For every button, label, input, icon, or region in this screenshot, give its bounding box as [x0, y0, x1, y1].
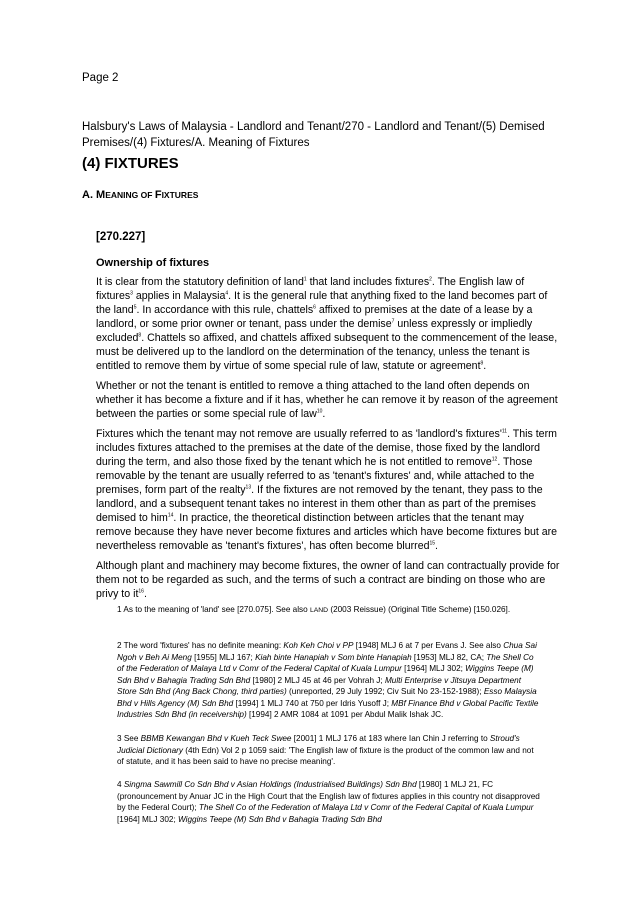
- footnote-ref[interactable]: 3: [130, 290, 133, 297]
- footnote-ref[interactable]: 1: [303, 276, 307, 283]
- body-text: [96, 275, 560, 607]
- subsection-heading-word1: EANING OF: [105, 190, 155, 200]
- text-run: . This term includes fixtures attached to the premises at the date of the demise, those fixed by the landlord during the term, and also those fixed by the tenant which he is not entitled to remove: [96, 428, 557, 468]
- text-run: [2001] 1 MLJ 176 at 183 where Ian Chin J referring to: [291, 734, 490, 743]
- text-run: . Those removable by the tenant are usually referred to as 'tenant's fixtures' and, while attached to the premises, form part of the realty: [96, 456, 535, 496]
- footnote-ref[interactable]: 6: [313, 304, 316, 311]
- text-run: . The English law of fixtures: [96, 276, 525, 302]
- case-name: Wiggins Teepe (M) Sdn Bhd v Bahagia Trading Sdn Bhd: [178, 814, 382, 824]
- body-paragraph-4: [96, 559, 560, 601]
- case-name: Chua Sai Ngoh v Beh Ai Meng: [117, 641, 537, 662]
- text-run: that land includes fixtures: [306, 276, 430, 288]
- footnote-ref[interactable]: 7: [391, 318, 395, 325]
- footnote-4: [117, 779, 541, 825]
- text-run: (4th Edn) Vol 2 p 1059 said: 'The English law of fixture is the product of the common law and not of statute, and it has been said to have no precise meaning'.: [117, 745, 534, 766]
- text-run: 1 As to the meaning of 'land' see [270.075]. See also: [117, 605, 310, 614]
- footnote-ref[interactable]: 8: [138, 332, 142, 339]
- subsection-heading: [82, 189, 198, 201]
- footnote-ref[interactable]: 13: [245, 484, 252, 491]
- footnote-3: [117, 733, 541, 768]
- text-run: Whether or not the tenant is entitled to remove a thing attached to the land often depends on whether it has become a fixture and if it has, whether he can remove it by reason of the agreement between the parties or some special rule of law: [96, 380, 558, 420]
- case-name: Singma Sawmill Co Sdn Bhd v Asian Holdings (Industrialised Buildings) Sdn Bhd: [123, 780, 417, 789]
- body-paragraph-1: [96, 275, 560, 373]
- footnote-ref[interactable]: 4: [225, 290, 229, 297]
- footnote-1: [117, 604, 541, 617]
- footnote-ref[interactable]: 2: [429, 276, 432, 283]
- text-run: [1994] 1 MLJ 740 at 750 per Idris Yusoff J;: [233, 698, 392, 708]
- text-run: [1964] MLJ 302;: [401, 664, 466, 673]
- text-run: 4: [117, 780, 124, 789]
- text-run: [1953] MLJ 82, CA;: [411, 652, 487, 662]
- text-run: 2 The word 'fixtures' has no definite meaning:: [117, 641, 284, 650]
- text-run: . If the fixtures are not removed by the tenant, they pass to the landlord, and a subsequent tenant takes no interest in them other than as part of the premises demised to him: [96, 484, 543, 524]
- case-name: Kiah binte Hanapiah v Som binte Hanapiah: [255, 652, 412, 662]
- text-run: [1948] MLJ 6 at 7 per Evans J. See also: [353, 641, 504, 650]
- text-run: .: [483, 360, 487, 372]
- text-run: . In practice, the theoretical distinction between articles that the tenant may remove because they have never become fixtures and articles which have become fixtures but are nevertheless removable as 'tenant's fixtures', has often become blurred: [96, 512, 558, 552]
- text-run: . It is the general rule that anything fixed to the land becomes part of the land: [96, 290, 548, 316]
- footnote-2: [117, 640, 541, 721]
- footnote-ref[interactable]: 10: [316, 408, 323, 415]
- case-name: Esso Malaysia Bhd v Hills Agency (M) Sdn Bhd: [117, 687, 537, 708]
- footnote-ref[interactable]: 11: [501, 428, 508, 435]
- text-run: 3 See: [117, 734, 141, 743]
- paragraph-title: Ownership of fixtures: [96, 257, 210, 269]
- paragraph-number: [270.227]: [96, 231, 146, 243]
- publication-title: Stroud's Judicial Dictionary: [117, 734, 520, 755]
- text-run: Fixtures which the tenant may not remove are usually referred to as 'landlord's fixtures': [96, 428, 502, 440]
- body-paragraph-3: [96, 427, 560, 553]
- text-run: (2003 Reissue) (Original Title Scheme) [150.026].: [328, 605, 511, 614]
- footnote-ref[interactable]: 14: [167, 512, 174, 519]
- footnote-ref[interactable]: 16: [138, 588, 144, 595]
- text-run: [1964] MLJ 302;: [117, 814, 178, 824]
- text-run: .: [322, 408, 326, 420]
- text-run: Although plant and machinery may become fixtures, the owner of land can contractually provide for them not to be regarded as such, and the terms of such a contract are binding on those who are privy to it: [96, 560, 560, 600]
- subsection-heading-prefix: A. M: [82, 189, 106, 201]
- case-name: The Shell Co of the Federation of Malaya Ltd v Comr of the Federal Capital of Kuala Lumpur: [117, 652, 534, 673]
- text-run: . Chattels so affixed, and chattels affixed subsequent to the commencement of the lease, must be delivered up to the landlord on the determination of the tenancy, unless the tenant is entitled to remove them by virtue of some special rule of law, statute or agreement: [96, 332, 558, 372]
- footnote-ref[interactable]: 9: [480, 360, 484, 367]
- text-run: [1994] 2 AMR 1084 at 1091 per Abdul Malik Ishak JC.: [246, 710, 444, 719]
- section-heading: (4) FIXTURES: [82, 155, 179, 172]
- text-run: applies in Malaysia: [132, 290, 226, 302]
- text-run: [1980] 2 MLJ 45 at 46 per Vohrah J;: [250, 675, 385, 685]
- text-run: . In accordance with this rule, chattels: [136, 304, 314, 316]
- text-run: unless expressly or impliedly excluded: [96, 318, 533, 344]
- text-run: It is clear from the statutory definition of land: [96, 276, 304, 288]
- case-name: Wiggins Teepe (M) Sdn Bhd v Bahagia Trading Sdn Bhd: [117, 664, 534, 685]
- footnote-ref[interactable]: 5: [133, 304, 137, 311]
- case-name: The Shell Co of the Federation of Malaya Ltd v Comr of the Federal Capital of Kuala Lumpur: [198, 803, 534, 812]
- case-name: Koh Keh Choi v PP: [283, 641, 354, 650]
- subsection-heading-letter: F: [154, 189, 162, 201]
- text-run: [1955] MLJ 167;: [191, 652, 256, 662]
- text-run: affixed to premises at the date of a lease by a landlord, or some prior owner or tenant, pass under the demise: [96, 304, 533, 330]
- footnote-ref[interactable]: 15: [429, 540, 436, 547]
- case-name: Multi Enterprise v Jitsuya Department Store Sdn Bhd (Ang Back Chong, third parties): [117, 675, 522, 696]
- case-name: BBMB Kewangan Bhd v Kueh Teck Swee: [140, 734, 292, 743]
- subsection-heading-word2: IXTURES: [161, 190, 199, 200]
- body-paragraph-2: [96, 379, 560, 421]
- cross-reference-link[interactable]: LAND: [309, 607, 329, 614]
- breadcrumb-path: Halsbury's Laws of Malaysia - Landlord and Tenant/270 - Landlord and Tenant/(5) Demised Premises/(4) Fixtures/A. Meaning of Fixtures: [82, 121, 545, 149]
- text-run: .: [435, 540, 438, 552]
- text-run: .: [143, 588, 147, 600]
- case-name: MBf Finance Bhd v Global Pacific Textile Industries Sdn Bhd (in receivership): [117, 698, 539, 719]
- text-run: [1980] 1 MLJ 21, FC (pronouncement by Anuar JC in the High Court that the English law of fixtures applies in this country not disapproved by the Federal Court);: [117, 780, 540, 812]
- text-run: (unreported, 29 July 1992; Civ Suit No 23-152-1988);: [286, 687, 484, 696]
- footnote-ref[interactable]: 12: [491, 456, 498, 463]
- page-number: Page 2: [82, 72, 119, 84]
